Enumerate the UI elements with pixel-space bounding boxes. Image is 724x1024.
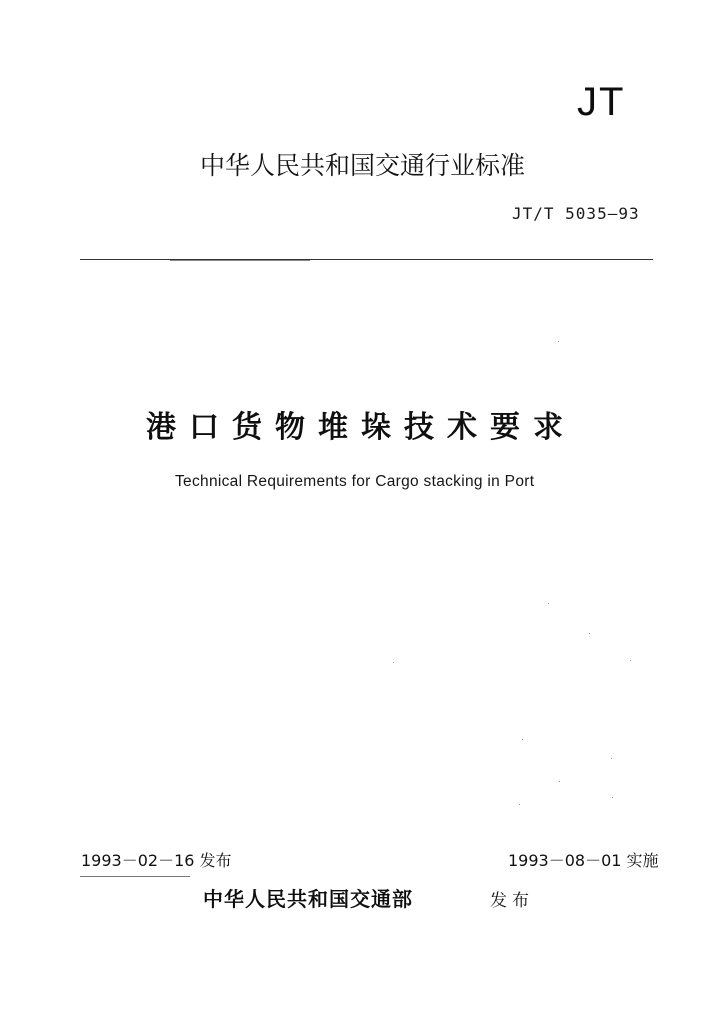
scan-speck: [558, 341, 559, 342]
scan-speck: [611, 758, 612, 759]
scan-speck: [559, 781, 560, 782]
scan-speck: [393, 662, 394, 663]
scan-speck: [522, 739, 523, 740]
code-mark: JT: [577, 80, 626, 124]
standard-number: JT/T 5035—93: [512, 204, 640, 223]
issued-label: 发布: [490, 891, 534, 911]
scan-speck: [548, 603, 549, 604]
issuing-authority: 中华人民共和国交通部: [203, 887, 413, 911]
scan-speck: [519, 804, 520, 805]
top-divider: [80, 259, 653, 260]
implementation-date: 1993－08－01 实施: [508, 851, 659, 870]
title-chinese: 港口货物堆垛技术要求: [146, 410, 576, 445]
standard-category: 中华人民共和国交通行业标准: [200, 151, 526, 180]
scan-speck: [612, 797, 613, 798]
top-divider-accent: [170, 260, 310, 261]
bottom-divider: [80, 876, 190, 877]
scan-speck: [630, 660, 631, 661]
issue-date: 1993－02－16 发布: [81, 851, 232, 870]
scan-speck: [589, 633, 590, 634]
title-english: Technical Requirements for Cargo stacking in Port: [175, 473, 535, 490]
